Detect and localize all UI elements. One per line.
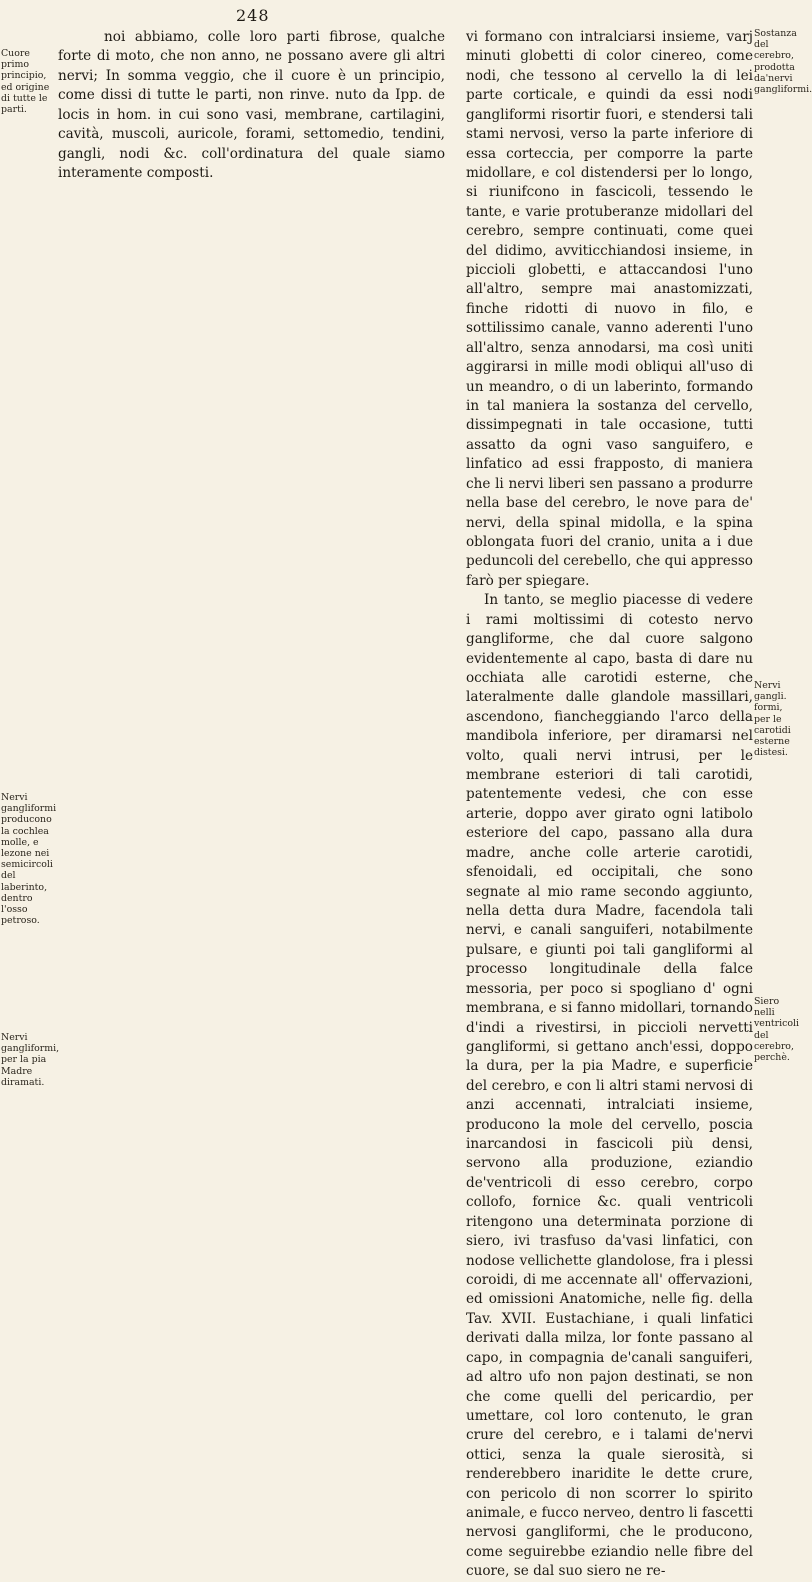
page-number: 248 <box>236 6 270 25</box>
right-paragraph-1: vi formano con intralciarsi insieme, varj minuti globetti di color cinereo, come nodi, che tessono al cervello la di lei parte corticale, e quindi da essi nodi gangliformi risortir fuori, e stendersi tali stami nervosi, verso la parte inferiore di essa corteccia, per comporre la parte midollare, e col distendersi per lo longo, si riunifcono in fascicoli, tessendo le tante, e varie protuberanze midollari del cerebro, sempre continuati, come quei del didimo, avviticchiandosi insieme, in piccioli globetti, e attaccandosi l'uno all'altro, sempre mai anastomizzati, finche ridotti di nuovo in filo, e sottilissimo canale, vanno aderenti l'uno all'altro, senza annodarsi, ma così uniti aggirarsi in mille modi obliqui all'uso di un meandro, o di un laberinto, formando in tal maniera la sostanza del cervello, dissimpegnati in tale occasione, tutti assatto da ogni vaso sanguifero, e linfatico ad essi frapposto, di maniera che li nervi liberi sen passano a produrre nella base del cerebro, le nove para de' nervi, della spinal midolla, e la spina oblongata fuori del cranio, unita a i due peduncoli del cerebello, che qui appresso farò per spiegare. <box>466 29 753 589</box>
right-text-column <box>466 28 753 1582</box>
margin-note-right-1: Sostanza del cerebro, prodotta da'nervi gangliformi. <box>754 28 812 96</box>
left-paragraph: noi abbiamo, colle loro parti fibrose, qualche forte di moto, che non anno, ne possano avere gli altri nervi; In somma veggio, che il cuore è un principio, come dissi di tutte le parti, non rinve. nuto da Ipp. de locis in hom. in cui sono vasi, membrane, cartilagini, cavità, muscoli, auricole, forami, settomedio, tendini, gangli, nodi &c. coll'ordinatura del quale siamo interamente composti. <box>58 29 445 181</box>
margin-note-right-3: Siero nelli ventricoli del cerebro, perchè. <box>754 996 800 1064</box>
margin-note-left-3: Nervi gangliformi, per la pia Madre diramati. <box>1 1032 60 1088</box>
margin-note-left-1: Cuore primo principio, ed origine di tutte le parti. <box>1 48 50 116</box>
margin-note-right-2: Nervi gangli. formi, per le carotidi esterne distesi. <box>754 680 791 759</box>
margin-note-left-2: Nervi gangliformi producono la cochlea molle, e lezone nei semicircoli del laberinto, dentro l'osso petroso. <box>1 792 57 927</box>
right-paragraph-2: In tanto, se meglio piacesse di vedere i rami moltissimi di cotesto nervo gangliforme, che dal cuore salgono evidentemente al capo, basta di dare nu occhiata alle carotidi esterne, che lateralmente dalle glandole massillari, ascendono, fiancheggiando l'arco della mandibola inferiore, per diramarsi nel volto, quali nervi intrusi, per le membrane esteriori di tali carotidi, patentemente vedesi, che con esse arterie, doppo aver girato ogni latibolo esteriore del capo, passano alla dura madre, anche colle arterie carotidi, sfenoidali, ed occipitali, che sono segnate al mio rame secondo aggiunto, nella detta dura Madre, facendola tali nervi, e canali sanguiferi, notabilmente pulsare, e giunti poi tali gangliformi al processo longitudinale della falce messoria, per poco si spogliano d' ogni membrana, e si fanno midollari, tornando d'indi a rivestirsi, in piccioli nervetti gangliformi, si gettano anch'essi, doppo la dura, per la pia Madre, e superficie del cerebro, e con li altri stami nervosi di anzi accennati, intralciati insieme, producono la mole del cervello, poscia inarcandosi in fascicoli più densi, servono alla produzione, eziandio de'ventricoli di esso cerebro, corpo collofo, fornice &c. quali ventricoli ritengono una determinata porzione di siero, ivi trasfuso da'vasi linfatici, con nodose vellichette glandolose, fra i plessi coroidi, di me accennate all' offervazioni, ed omissioni Anatomiche, nelle fig. della Tav. XVII. Eustachiane, i quali linfatici derivati dalla milza, lor fonte passano al capo, in compagnia de'canali sanguiferi, ad altro ufo non pajon destinati, se non che come quelli del pericardio, per umettare, col loro contenuto, le gran crure del cerebro, e i talami de'nervi ottici, senza la quale sierosità, si renderebbero inaridite le dette crure, con pericolo di non scorrer lo spirito animale, e fucco nerveo, dentro li fascetti nervosi gangliformi, che le producono, come seguirebbe eziandio nelle fibre del cuore, se dal suo siero ne re- <box>466 592 753 1580</box>
left-text-column <box>58 28 445 183</box>
